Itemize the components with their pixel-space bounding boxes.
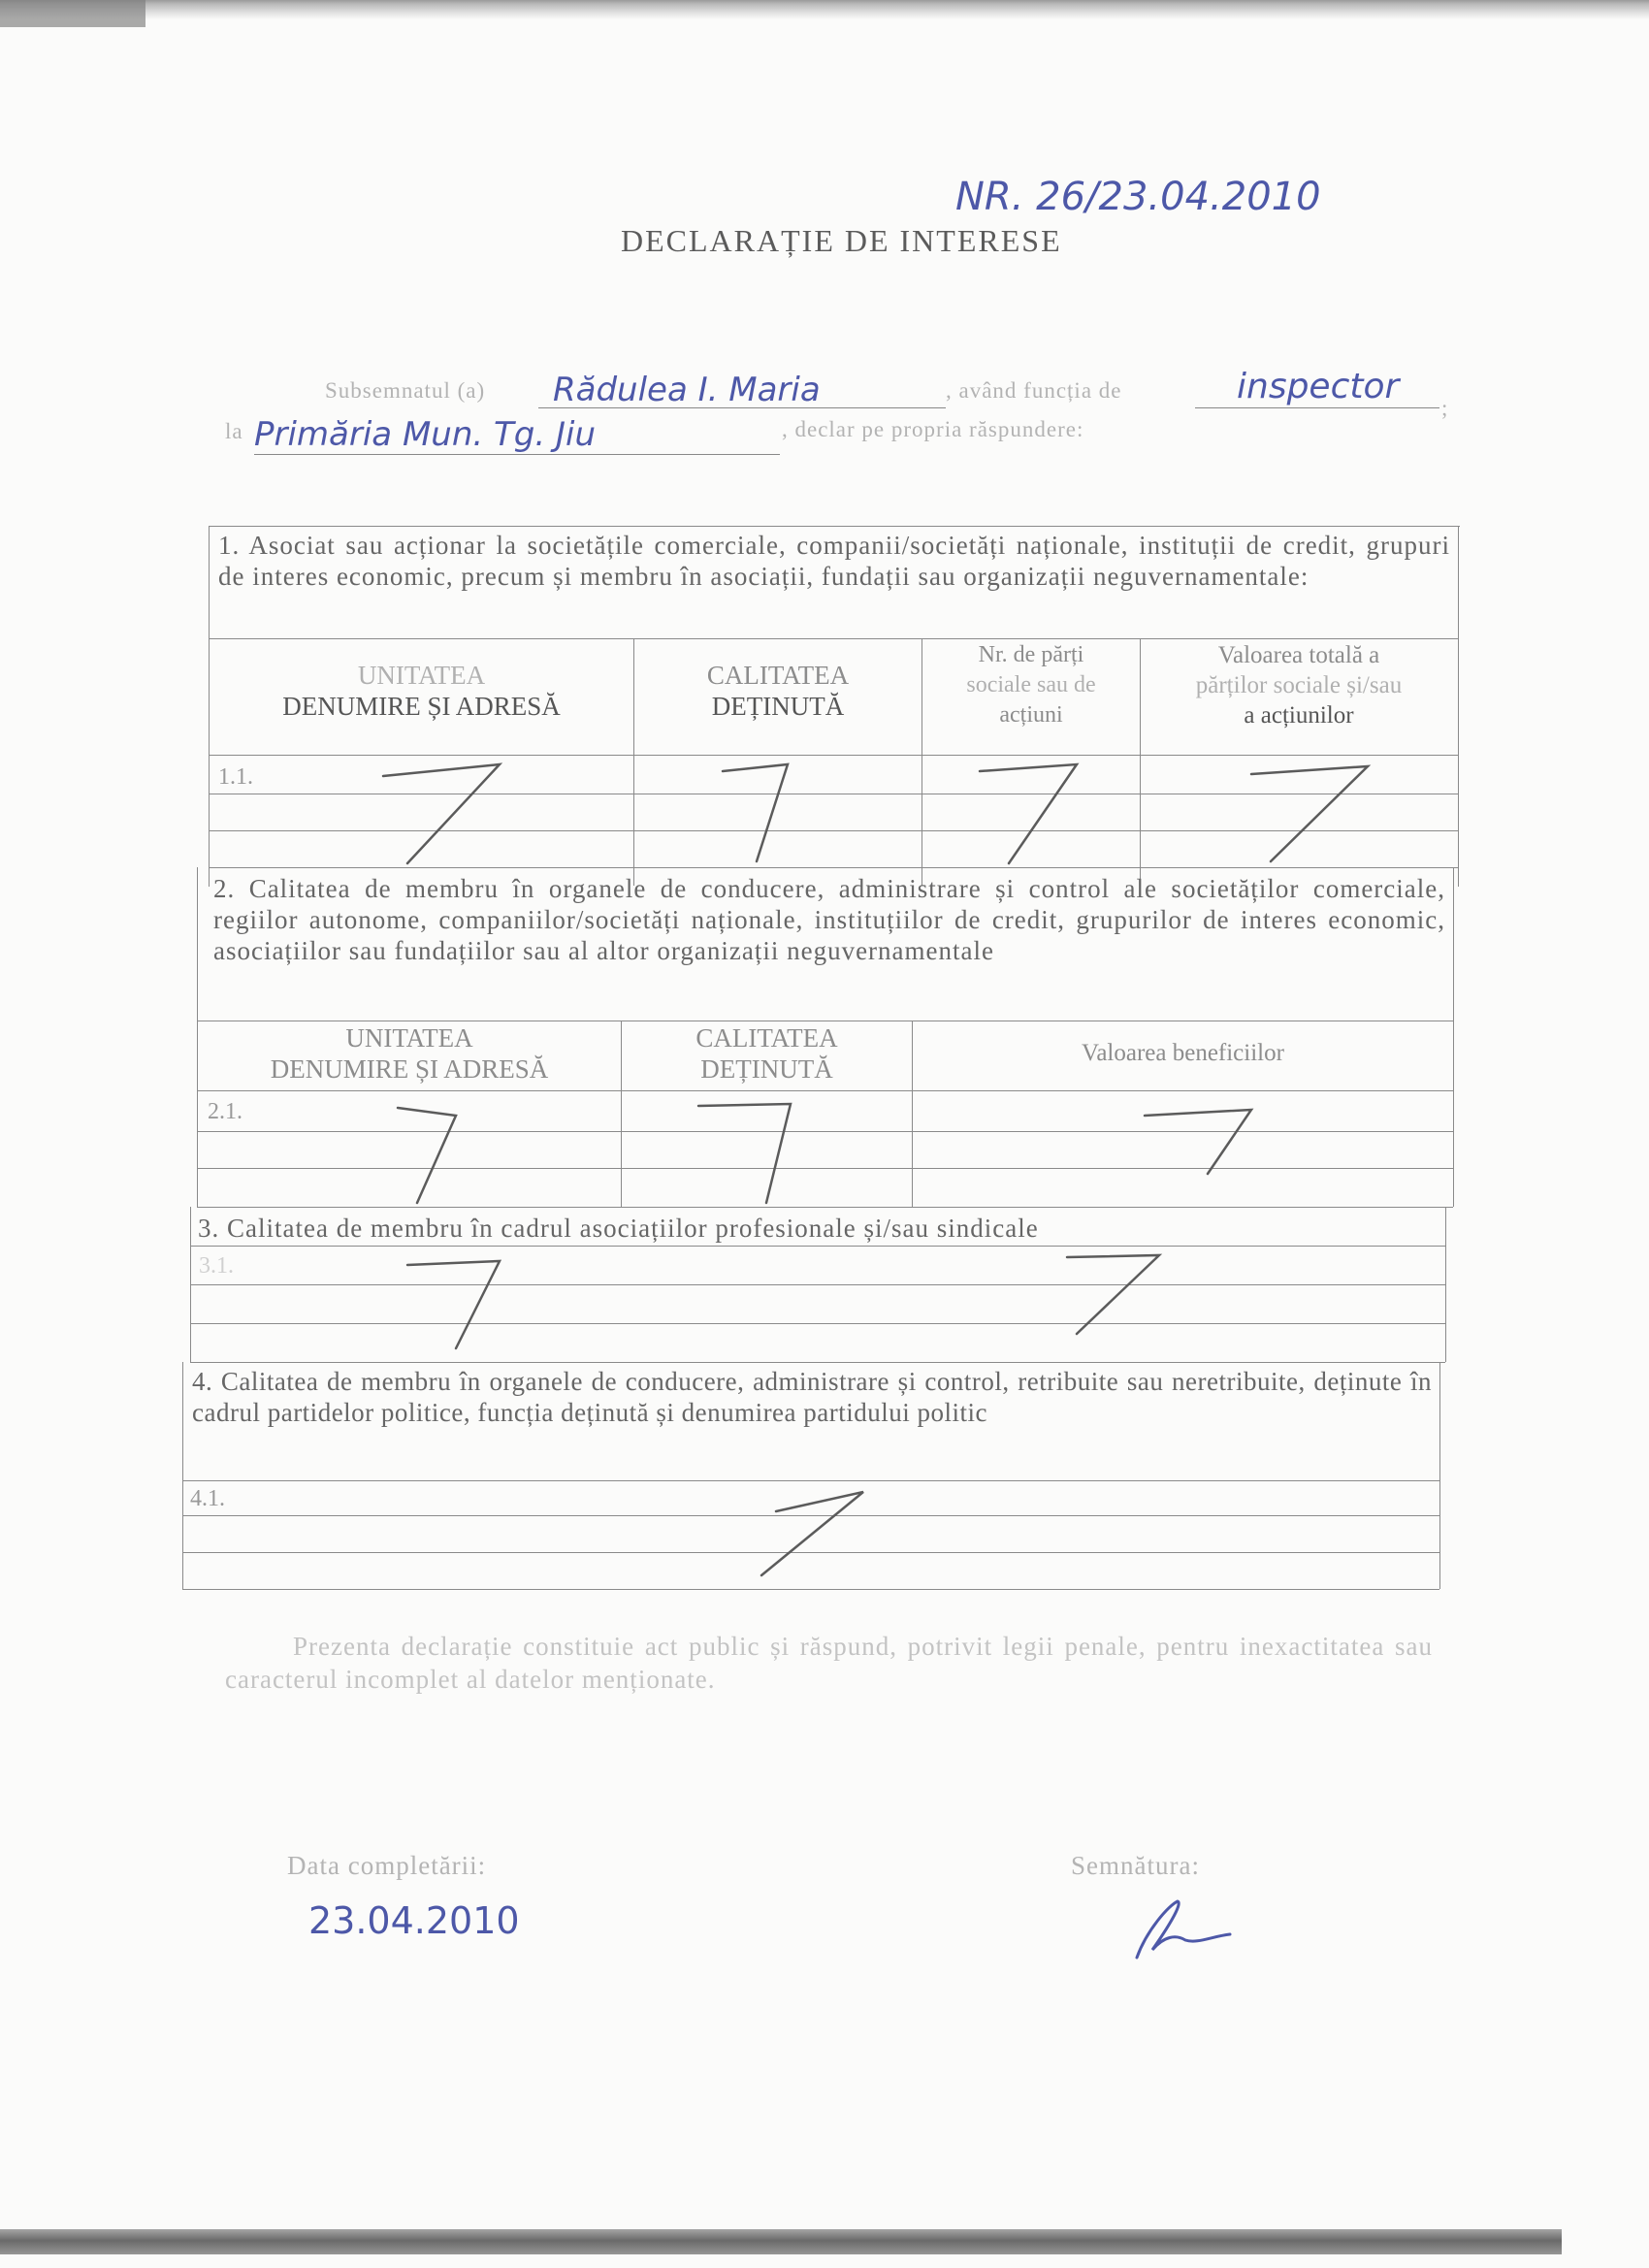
- scan-bottom-edge: [0, 2229, 1562, 2254]
- s2-none-mark-2: [698, 1104, 791, 1203]
- s2-col-quality-line2: DEȚINUTĂ: [700, 1054, 833, 1084]
- section2-text: 2. Calitatea de membru în organele de conducere, administrare și control ale societăților comerciale, regiilor autonome, companiilor/societăți naționale, instituțiilor de credit, grupurilor de interes economic, asociațiilor sau fundațiilor sau al altor organizații neguvernamentale: [213, 874, 1445, 965]
- section3-text: 3. Calitatea de membru în cadrul asociațiilor profesionale și/sau sindicale: [198, 1214, 1039, 1243]
- s2-col-quality-header: [622, 1022, 912, 1085]
- s2-row-number: 2.1.: [208, 1099, 242, 1124]
- s2-col-unit-line1: UNITATEA: [345, 1023, 473, 1053]
- s3-none-mark-2: [1067, 1255, 1159, 1334]
- s1-col-shares-header: [922, 640, 1140, 730]
- registration-number: NR. 26/23.04.2010: [955, 175, 1321, 219]
- s2-none-mark-1: [398, 1108, 456, 1203]
- s2-col-unit-header: [198, 1022, 621, 1085]
- s4-row-number: 4.1.: [190, 1486, 225, 1511]
- s1-col-quality-line2: DEȚINUTĂ: [711, 692, 845, 721]
- signature-label: Semnătura:: [1071, 1851, 1200, 1880]
- declare-text: , declar pe propria răspundere:: [782, 417, 1084, 441]
- s1-col-shares-line1: Nr. de părți: [978, 642, 1084, 667]
- s2-none-mark-3: [1145, 1110, 1251, 1174]
- s1-none-mark-1: [383, 764, 500, 863]
- function-underline: [1195, 407, 1439, 408]
- s1-col-quality-line1: CALITATEA: [706, 661, 850, 690]
- s1-col-shares-line2: sociale sau de: [966, 672, 1096, 697]
- scan-corner-mark: [0, 0, 146, 27]
- declarant-name: Rădulea I. Maria: [553, 371, 821, 409]
- s1-col-unit-line2: DENUMIRE ȘI ADRESĂ: [282, 692, 561, 721]
- s1-col-value-line1: Valoarea totală a: [1217, 642, 1380, 668]
- institution-label: la: [225, 419, 243, 443]
- s1-col-value-header: [1141, 640, 1457, 730]
- s1-row-number: 1.1.: [218, 764, 253, 790]
- section1-text: 1. Asociat sau acționar la societățile comerciale, companii/societăți naționale, instituții de credit, grupuri de interes economic, precum și membru în asociații, fundații sau organizații neguvernamentale:: [218, 531, 1450, 591]
- function-label: , având funcția de: [946, 378, 1122, 403]
- s1-none-mark-3: [980, 764, 1077, 863]
- institution-underline: [254, 454, 780, 455]
- completion-date: 23.04.2010: [308, 1899, 520, 1942]
- section4-text: 4. Calitatea de membru în organele de conducere, administrare și control, retribuite sau neretribuite, deținute în cadrul partidelor politice, funcția deținută și denumirea partidului politic: [192, 1367, 1432, 1427]
- signature-mark: [1137, 1901, 1230, 1958]
- s3-row-number: 3.1.: [199, 1253, 234, 1279]
- institution-name: Primăria Mun. Tg. Jiu: [254, 415, 596, 454]
- s1-col-value-line2: părților sociale și/sau: [1195, 672, 1403, 698]
- s1-col-value-line3: a acțiunilor: [1244, 702, 1354, 729]
- intro-prefix: Subsemnatul (a): [325, 378, 486, 403]
- scan-top-edge: [0, 0, 1649, 19]
- s2-col-unit-line2: DENUMIRE ȘI ADRESĂ: [270, 1054, 549, 1084]
- s1-none-mark-2: [723, 764, 788, 861]
- s3-none-mark-1: [407, 1261, 500, 1348]
- date-label: Data completării:: [287, 1851, 487, 1880]
- s1-col-quality-header: [634, 660, 922, 722]
- s4-none-mark-1: [761, 1492, 863, 1575]
- s1-col-unit-line1: UNITATEA: [357, 661, 486, 690]
- declarant-function: inspector: [1237, 367, 1400, 406]
- s1-none-mark-4: [1251, 766, 1368, 861]
- s2-col-quality-line1: CALITATEA: [695, 1023, 838, 1053]
- intro-end-mark: ;: [1441, 396, 1449, 420]
- document-title: DECLARAȚIE DE INTERESE: [621, 223, 1062, 258]
- s2-col-benefits-header: Valoarea beneficiilor: [1082, 1040, 1284, 1066]
- s1-col-unit-header: [210, 660, 633, 722]
- s1-col-shares-line3: acțiuni: [999, 702, 1063, 728]
- declaration-text: Prezenta declarație constituie act public și răspund, potrivit legii penale, pentru inexactitatea sau caracterul incomplet al datelor menționate.: [225, 1632, 1433, 1694]
